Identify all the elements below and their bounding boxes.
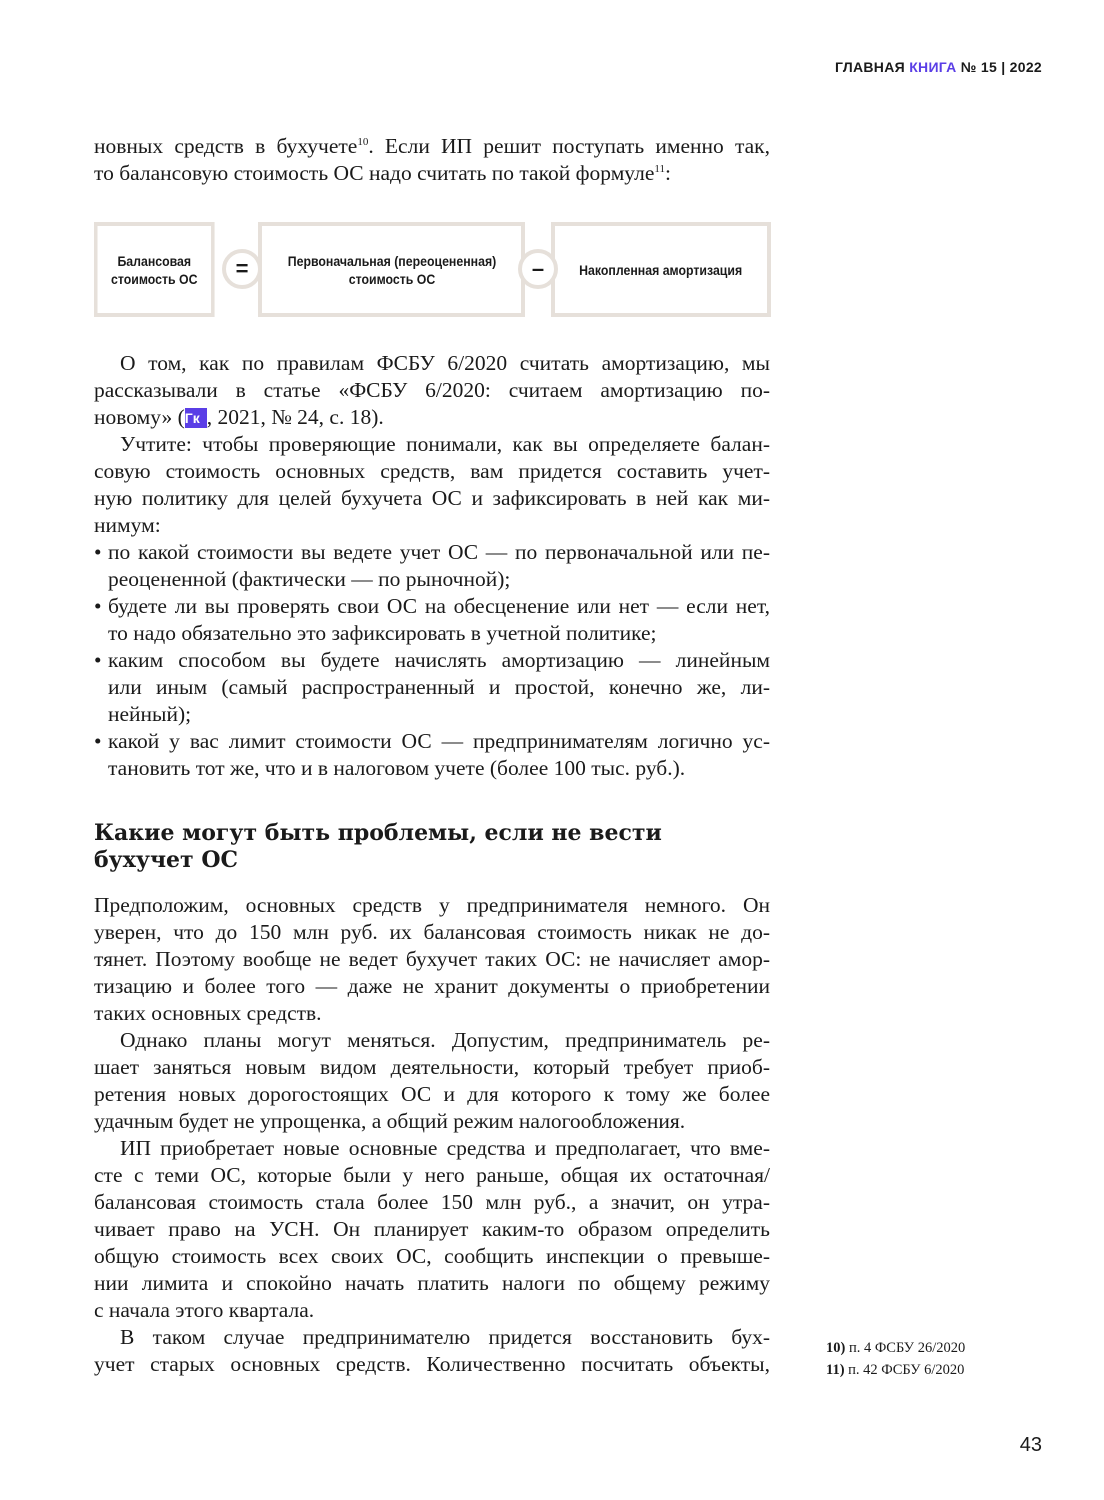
heading-line: бухучет ОС <box>94 847 239 873</box>
body-text-1 <box>94 350 770 782</box>
text-line: нии лимита и спокойно начать платить налоги по общему режиму <box>94 1271 770 1295</box>
bullet-item-line: или иным (самый распространенный и простой, конечно же, ли- <box>108 675 770 699</box>
text-line: общую стоимость всех своих ОС, сообщить инспекции о превыше- <box>94 1244 770 1268</box>
text-line: нимум: <box>94 513 161 537</box>
text-line: Учтите: чтобы проверяющие понимали, как вы определяете балан- <box>120 432 770 456</box>
footnote-ref[interactable]: 10 <box>357 136 369 148</box>
bullet-icon: • <box>94 729 102 753</box>
bullet-item-line: нейный); <box>108 702 192 726</box>
text-line: тянет. Поэтому вообще не ведет бухучет таких ОС: не начисляет амор- <box>94 947 770 971</box>
text-line: новому» (Гк , 2021, № 24, с. 18). <box>94 405 384 429</box>
minus-icon: – <box>518 249 558 289</box>
text-line: новных средств в бухучете$^{10}$. Если ИП решит поступать именно так, <box>94 134 771 158</box>
brand-glavnaya: ГЛАВНАЯ <box>834 59 905 75</box>
issue-number: № 15 | 2022 <box>960 59 1042 75</box>
formula-term-depreciation: Накопленная амортизация <box>551 222 771 317</box>
text-line: шает заняться новым видом деятельности, который требует приоб- <box>94 1055 770 1079</box>
brand-kniga: КНИГА <box>909 59 957 75</box>
text-line: совую стоимость основных средств, вам придется составить учет- <box>94 459 770 483</box>
text-line: балансовая стоимость стала более 150 млн руб., а значит, он утра- <box>94 1190 770 1214</box>
balance-value-formula <box>94 222 771 317</box>
text-line: тизацию и более того — даже не хранит документы о приобретении <box>94 974 770 998</box>
bullet-icon: • <box>94 648 102 672</box>
text-line: ИП приобретает новые основные средства и предполагает, что вме- <box>120 1136 770 1160</box>
bullet-icon: • <box>94 594 102 618</box>
equals-icon: = <box>222 249 262 289</box>
text-line: то балансовую стоимость ОС надо считать по такой формуле$^{11}$: <box>94 161 671 185</box>
running-header <box>835 59 1042 75</box>
bullet-icon: • <box>94 540 102 564</box>
text-line: В таком случае предпринимателю придется восстановить бух- <box>120 1325 770 1349</box>
footnote: 11) п. 42 ФСБУ 6/2020 <box>826 1362 965 1378</box>
text-line: сте с теми ОС, которые были у него раньше, общая их остаточная/ <box>94 1163 770 1187</box>
footnote-ref[interactable]: 11 <box>654 163 665 175</box>
formula-term-initial-value: Первоначальная (переоцененная) стоимость ОС <box>258 222 525 317</box>
heading-line: Какие могут быть проблемы, если не вести <box>94 820 662 846</box>
page-number: 43 <box>1019 1434 1042 1456</box>
text-line: ную политику для целей бухучета ОС и зафиксировать в ней как ми- <box>94 486 770 510</box>
formula-term-balance-value: Балансовая стоимость ОС <box>94 222 215 317</box>
text-line: учет старых основных средств. Количественно посчитать объекты, <box>94 1352 770 1376</box>
text-line: удачным будет не упрощенка, а общий режим налогообложения. <box>94 1109 686 1133</box>
intro-paragraph <box>94 133 770 187</box>
text-line: с начала этого квартала. <box>94 1298 315 1322</box>
text-line: чивает право на УСН. Он планирует каким-то образом определить <box>94 1217 770 1241</box>
bullet-item-line: то надо обязательно это зафиксировать в учетной политике; <box>108 621 657 645</box>
bullet-item-line: реоцененной (фактически — по рыночной); <box>108 567 511 591</box>
bullet-item-line: • каким способом вы будете начислять амортизацию — линейным <box>94 648 770 672</box>
bullet-item-line: • по какой стоимости вы ведете учет ОС — по первоначальной или пе- <box>94 540 770 564</box>
text-line: Однако планы могут меняться. Допустим, предприниматель ре- <box>120 1028 770 1052</box>
bullet-item-line: тановить тот же, что и в налоговом учете (более 100 тыс. руб.). <box>108 756 686 780</box>
bullet-item-line: • какой у вас лимит стоимости ОС — предпринимателям логично ус- <box>94 729 770 753</box>
text-line: ретения новых дорогостоящих ОС и для которого к тому же более <box>94 1082 770 1106</box>
section-heading <box>94 820 770 874</box>
bullet-item-line: • будете ли вы проверять свои ОС на обесценение или нет — если нет, <box>94 594 770 618</box>
text-line: Предположим, основных средств у предпринимателя немного. Он <box>94 893 770 917</box>
footnote: 10) п. 4 ФСБУ 26/2020 <box>826 1340 966 1356</box>
text-line: таких основных средств. <box>94 1001 322 1025</box>
text-line: рассказывали в статье «ФСБУ 6/2020: считаем амортизацию по- <box>94 378 770 402</box>
text-line: О том, как по правилам ФСБУ 6/2020 считать амортизацию, мы <box>120 351 770 375</box>
body-text-2 <box>94 892 770 1378</box>
text-line: уверен, что до 150 млн руб. их балансовая стоимость никак не до- <box>94 920 770 944</box>
glavkniga-logo-icon[interactable]: Гк <box>185 408 207 428</box>
footnotes <box>826 1337 965 1381</box>
